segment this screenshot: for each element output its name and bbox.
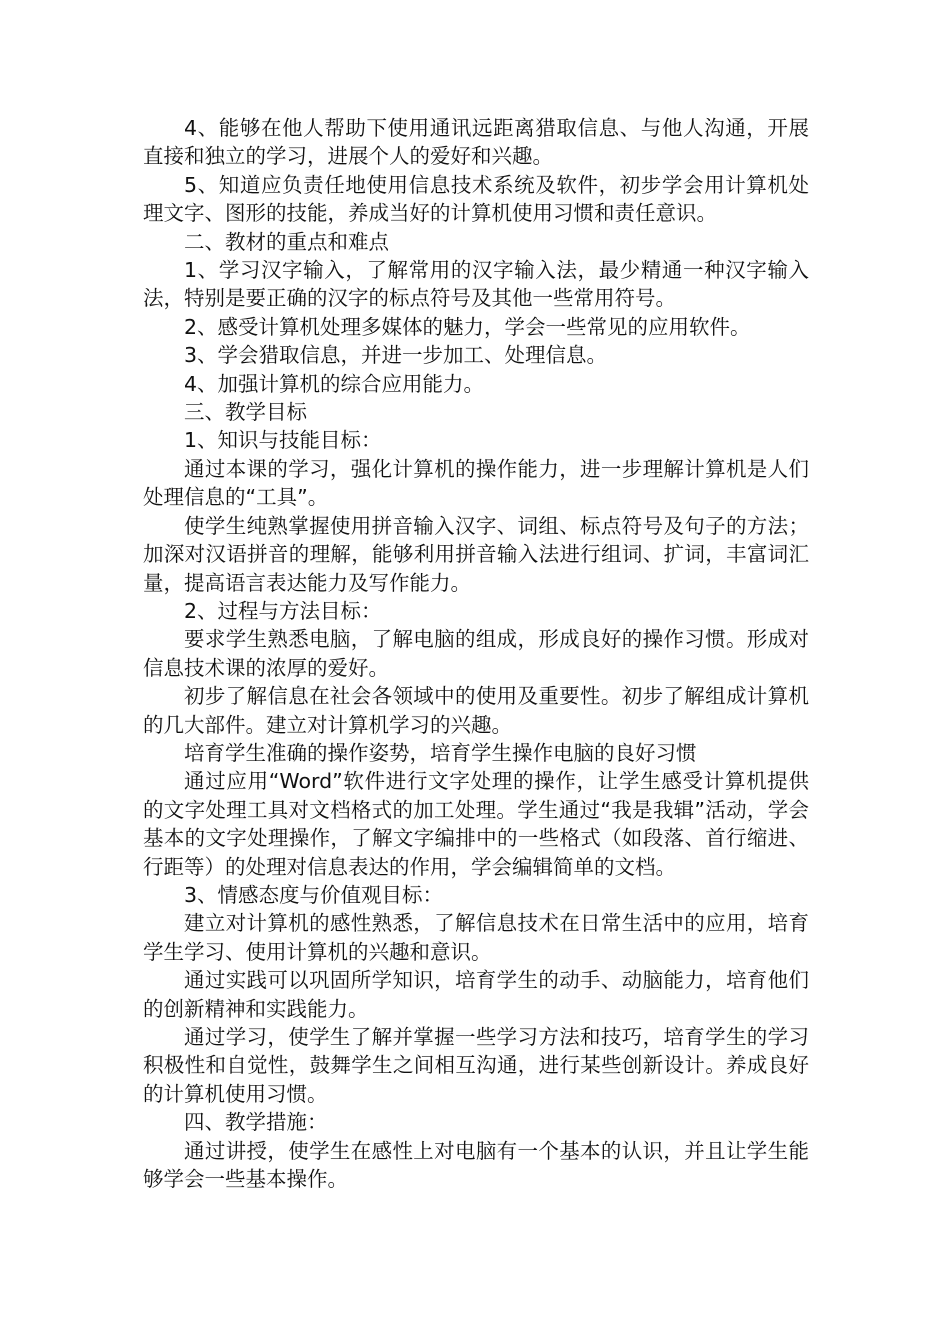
paragraph: 3、学会猎取信息，并进一步加工、处理信息。: [184, 343, 608, 368]
paragraph: 通过应用“Word”软件进行文字处理的操作，让学生感受计算机提供的文字处理工具对文档格式的加工处理。学生通过“我是我辑”活动，学会基本的文字处理操作，了解文字编排中的一些格式（如段落、首行缩进、行距等）的处理对信息表达的作用，学会编辑简单的文档。: [143, 769, 809, 879]
subsection-heading: 2、过程与方法目标：: [184, 598, 382, 623]
paragraph: 建立对计算机的感性熟悉，了解信息技术在日常生活中的应用，培育学生学习、使用计算机的兴趣和意识。: [143, 911, 809, 964]
paragraph: 通过讲授，使学生在感性上对电脑有一个基本的认识，并且让学生能够学会一些基本操作。: [143, 1138, 809, 1192]
paragraph: 通过学习，使学生了解并掌握一些学习方法和技巧，培育学生的学习积极性和自觉性，鼓舞学生之间相互沟通，进行某些创新设计。养成良好的计算机使用习惯。: [143, 1025, 809, 1106]
paragraph: 1、学习汉字输入，了解常用的汉字输入法，最少精通一种汉字输入法，特别是要正确的汉字的标点符号及其他一些常用符号。: [143, 258, 809, 311]
paragraph: 初步了解信息在社会各领域中的使用及重要性。初步了解组成计算机的几大部件。建立对计算机学习的兴趣。: [143, 684, 809, 737]
document-body: [143, 114, 809, 1193]
paragraph: 要求学生熟悉电脑，了解电脑的组成，形成良好的操作习惯。形成对信息技术课的浓厚的爱好。: [143, 627, 809, 680]
paragraph: 通过实践可以巩固所学知识，培育学生的动手、动脑能力，培育他们的创新精神和实践能力。: [143, 968, 809, 1021]
paragraph: 通过本课的学习，强化计算机的操作能力，进一步理解计算机是人们处理信息的“工具”。: [143, 456, 809, 510]
subsection-heading: 3、情感态度与价值观目标：: [184, 882, 444, 907]
section-heading: 二、教材的重点和难点: [184, 229, 389, 254]
paragraph: 4、能够在他人帮助下使用通讯远距离猎取信息、与他人沟通，开展直接和独立的学习，进展个人的爱好和兴趣。: [143, 116, 809, 169]
paragraph: 2、感受计算机处理多媒体的魅力，学会一些常见的应用软件。: [184, 314, 751, 339]
subsection-heading: 1、知识与技能目标：: [184, 428, 382, 453]
section-heading: 四、教学措施：: [184, 1110, 328, 1135]
section-heading: 三、教学目标: [184, 400, 307, 425]
paragraph: 4、加强计算机的综合应用能力。: [184, 371, 485, 396]
paragraph: 5、知道应负责任地使用信息技术系统及软件，初步学会用计算机处理文字、图形的技能，养成当好的计算机使用习惯和责任意识。: [143, 172, 809, 226]
paragraph: 培育学生准确的操作姿势，培育学生操作电脑的良好习惯: [184, 740, 697, 765]
paragraph: 使学生纯熟掌握使用拼音输入汉字、词组、标点符号及句子的方法；加深对汉语拼音的理解，能够利用拼音输入法进行组词、扩词，丰富词汇量，提高语言表达能力及写作能力。: [143, 513, 809, 595]
